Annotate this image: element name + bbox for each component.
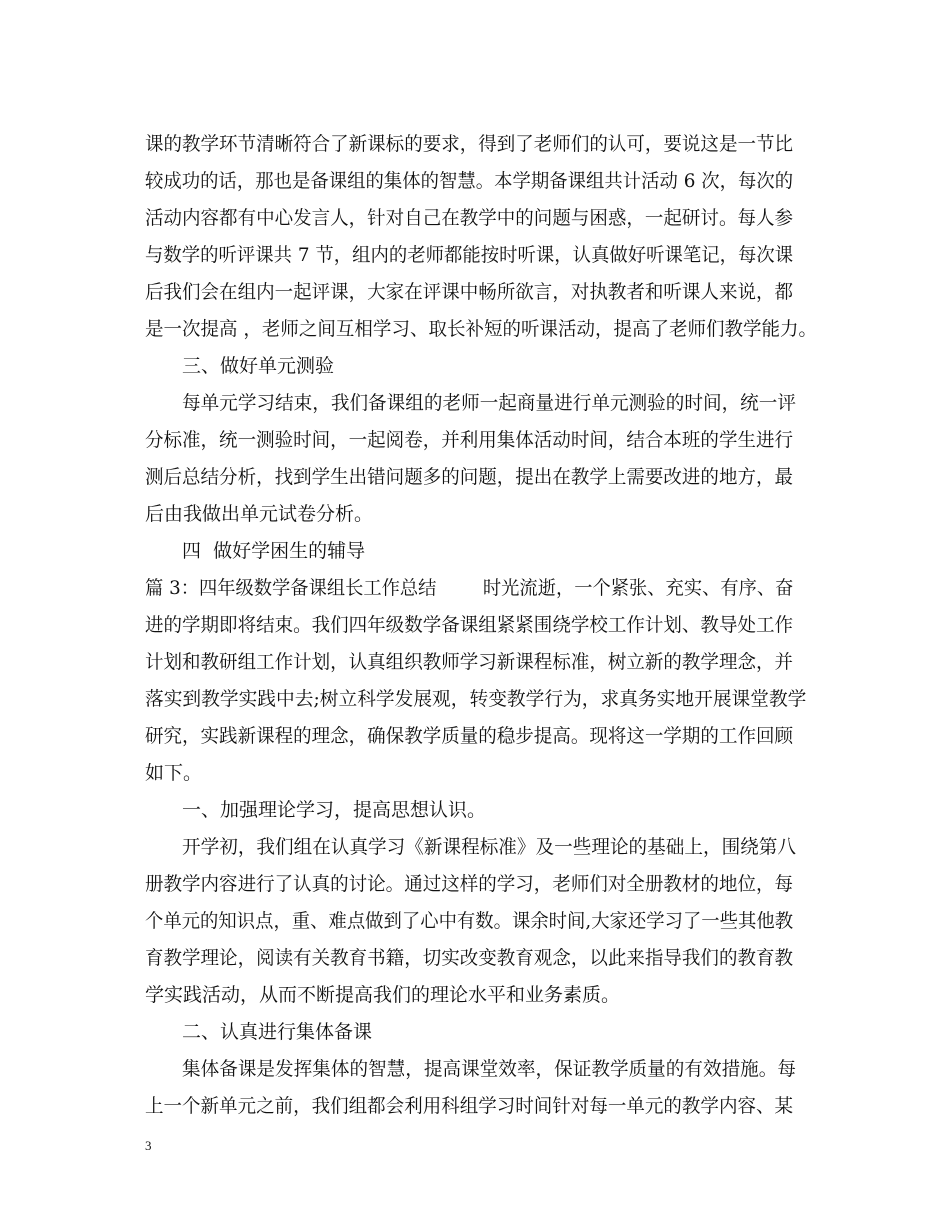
- text-line: 计划和教研组工作计划，认真组织教师学习新课程标准，树立新的教学理念，并: [145, 651, 794, 673]
- text-line: 与数学的听评课共 7 节，组内的老师都能按时听课，认真做好听课笔记，每次课: [145, 244, 794, 266]
- text-line: 落实到教学实践中去;树立科学发展观，转变教学行为，求真务实地开展课堂教学: [145, 688, 807, 710]
- page-number: 3: [145, 1138, 152, 1153]
- text-line: 如下。: [145, 762, 203, 784]
- text-line: 课的教学环节清晰符合了新课标的要求，得到了老师们的认可，要说这是一节比: [145, 133, 794, 155]
- text-line: 三、做好单元测验: [182, 355, 335, 377]
- text-line: 每单元学习结束，我们备课组的老师一起商量进行单元测验的时间，统一评: [182, 392, 797, 414]
- text-line: 个单元的知识点，重、难点做到了心中有数。课余时间,大家还学习了一些其他教: [145, 910, 794, 932]
- text-line: 研究，实践新课程的理念，确保教学质量的稳步提高。现将这一学期的工作回顾: [145, 725, 794, 747]
- text-line: 集体备课是发挥集体的智慧，提高课堂效率，保证教学质量的有效措施。每: [182, 1058, 797, 1080]
- text-line: 后我们会在组内一起评课，大家在评课中畅所欲言，对执教者和听课人来说，都: [145, 281, 794, 303]
- text-line: 篇 3：四年级数学备课组长工作总结 时光流逝，一个紧张、充实、有序、奋: [145, 577, 794, 599]
- text-line: 进的学期即将结束。我们四年级数学备课组紧紧围绕学校工作计划、教导处工作: [145, 614, 794, 636]
- text-line: 册教学内容进行了认真的讨论。通过这样的学习，老师们对全册教材的地位，每: [145, 873, 794, 895]
- text-line: 活动内容都有中心发言人，针对自己在教学中的问题与困惑，一起研讨。每人参: [145, 207, 794, 229]
- text-line: 学实践活动，从而不断提高我们的理论水平和业务素质。: [145, 984, 621, 1006]
- text-line: 上一个新单元之前，我们组都会利用科组学习时间针对每一单元的教学内容、某: [145, 1095, 794, 1117]
- text-line: 较成功的话，那也是备课组的集体的智慧。本学期备课组共计活动 6 次，每次的: [145, 170, 794, 192]
- text-line: 测后总结分析，找到学生出错问题多的问题，提出在教学上需要改进的地方，最: [145, 466, 794, 488]
- text-line: 是一次提高 ，老师之间互相学习、取长补短的听课活动，提高了老师们教学能力。: [145, 318, 818, 340]
- text-line: 四 做好学困生的辅导: [182, 540, 366, 562]
- text-line: 二、认真进行集体备课: [182, 1021, 373, 1043]
- text-line: 开学初，我们组在认真学习《新课程标准》及一些理论的基础上，围绕第八: [182, 836, 797, 858]
- text-line: 一、加强理论学习，提高思想认识。: [182, 799, 487, 821]
- text-line: 分标准，统一测验时间，一起阅卷，并利用集体活动时间，结合本班的学生进行: [145, 429, 794, 451]
- text-line: 后由我做出单元试卷分析。: [145, 503, 374, 525]
- text-line: 育教学理论，阅读有关教育书籍，切实改变教育观念，以此来指导我们的教育教: [145, 947, 794, 969]
